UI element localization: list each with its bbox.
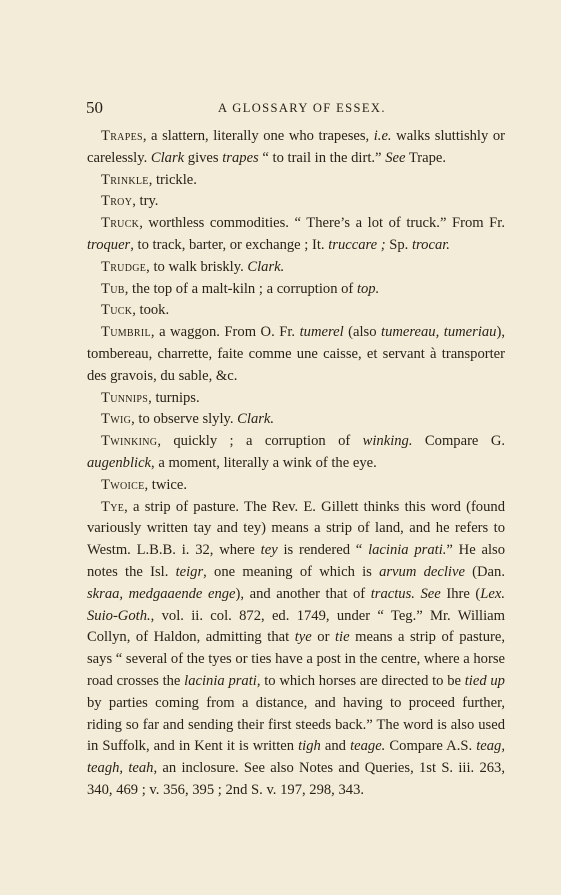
entry-text: , a slattern, literally one who trapeses, <box>142 128 374 144</box>
entry-headword: Tumbril <box>101 324 151 341</box>
entry-text: “ to trail in the dirt.” <box>258 149 386 166</box>
glossary-entry <box>87 322 505 387</box>
glossary-entry <box>87 431 505 475</box>
entry-headword: Tub <box>101 280 125 297</box>
entry-text: , a moment, literally a wink of the eye. <box>151 454 377 471</box>
entry-headword: Trapes <box>101 128 143 144</box>
glossary-entry <box>87 388 505 410</box>
glossary-entry <box>87 475 505 497</box>
italic-term: arvum declive <box>379 563 465 580</box>
entry-headword: Tunnips <box>101 389 149 406</box>
italic-term: See <box>385 149 406 166</box>
entry-text: is rendered “ <box>277 542 369 559</box>
entry-headword: Twoice <box>101 476 145 493</box>
entry-headword: Tuck <box>101 302 133 319</box>
entry-text: or <box>311 629 335 646</box>
entry-text: (Dan. <box>464 563 505 580</box>
italic-term: Lex. Suio-Goth. <box>87 585 505 624</box>
italic-term: See <box>420 585 441 602</box>
italic-term: tied up <box>464 672 505 689</box>
glossary-entry <box>87 191 505 213</box>
entry-text: and <box>320 738 351 755</box>
italic-term: teigr <box>175 563 204 580</box>
italic-term: tye <box>294 629 312 646</box>
entry-text: , to observe slyly. <box>131 411 238 428</box>
entry-text: means a strip of pasture, says “ several of the tyes or ties have a post in the centre, where a horse road crosses the <box>87 629 505 689</box>
running-title: A GLOSSARY OF ESSEX. <box>218 101 386 115</box>
entry-text: Compare A.S. <box>385 738 477 755</box>
entry-text: Sp. <box>385 236 412 253</box>
glossary-entry <box>87 409 505 431</box>
entry-text: , trickle. <box>148 171 197 188</box>
entry-text: , turnips. <box>148 389 200 406</box>
entry-text: , try. <box>132 193 159 210</box>
entry-text: , one meaning of which is <box>203 563 380 580</box>
italic-term: tie <box>335 629 350 646</box>
glossary-entry <box>87 279 505 301</box>
entry-text: gives <box>184 149 223 166</box>
italic-term: teage. <box>350 738 386 755</box>
glossary-entry <box>87 126 505 170</box>
glossary-entries <box>87 126 505 802</box>
entry-text: , vol. ii. col. 872, ed. 1749, under “ Teg.” Mr. William Collyn, of Haldon, admitting that <box>87 607 505 646</box>
entry-text: , to track, barter, or exchange ; It. <box>130 236 329 253</box>
entry-text: by parties coming from a distance, and having to proceed further, riding so far and sending their first steeds back.” The word is also used in Suffolk, and in Kent it is written <box>87 694 505 755</box>
entry-text: ), and another that of <box>235 585 371 602</box>
entry-text: ), tombereau, charrette, faite comme une caisse, et servant à transporter des gravois, du sable, &c. <box>87 324 505 384</box>
italic-term: tumereau, tumeriau <box>381 324 497 341</box>
italic-term: Clark. <box>237 411 275 428</box>
entry-text: , an inclosure. See also Notes and Queries, 1st S. iii. 263, 340, 469 ; v. 356, 395 ; 2nd S. v. 197, 298, 343. <box>87 760 505 798</box>
entry-text: Compare G. <box>412 433 506 450</box>
entry-text: Ihre ( <box>440 585 481 602</box>
entry-headword: Tye <box>101 498 125 515</box>
entry-headword: Troy <box>101 193 133 210</box>
italic-term: teag, teagh, teah <box>87 738 505 777</box>
entry-headword: Trudge <box>101 258 147 275</box>
italic-term: tractus. <box>370 585 415 602</box>
entry-text: , took. <box>132 302 170 319</box>
entry-headword: Twinking <box>101 433 158 450</box>
italic-term: trocar. <box>411 236 450 253</box>
entry-headword: Trinkle <box>101 171 149 188</box>
italic-term: winking. <box>362 433 413 450</box>
italic-term: i.e. <box>373 128 392 144</box>
italic-term: skraa, medgaaende enge <box>87 585 236 602</box>
entry-text: (also <box>343 324 382 341</box>
entry-text: , a strip of pasture. The Rev. E. Gillett thinks this word (found variously written tay and tey) means a strip of land, and he refers to Westm. L.B.B. i. 32, where <box>87 498 505 559</box>
entry-text: ” He also notes the Isl. <box>87 542 505 580</box>
italic-term: tumerel <box>299 324 344 341</box>
entry-text: , quickly ; a corruption of <box>157 433 363 450</box>
entry-text: , to walk briskly. <box>146 258 248 275</box>
entry-headword: Truck <box>101 215 140 232</box>
glossary-entry <box>87 257 505 279</box>
entry-text: , the top of a malt-kiln ; a corruption of <box>124 280 357 297</box>
entry-text: walks sluttishly or carelessly. <box>87 128 506 166</box>
entry-text: , worthless commodities. “ There’s a lot of truck.” From Fr. <box>139 215 505 232</box>
italic-term: troquer <box>87 236 131 253</box>
italic-term: tey <box>260 542 278 559</box>
italic-term: tigh <box>298 738 321 755</box>
italic-term: Clark. <box>247 258 285 275</box>
italic-term: trapes <box>222 149 259 166</box>
glossary-entry <box>87 300 505 322</box>
glossary-entry <box>87 170 505 192</box>
italic-term: Clark <box>150 149 185 166</box>
entry-headword: Twig <box>101 411 132 428</box>
italic-term: augenblick <box>87 454 152 471</box>
entry-text: Trape. <box>405 149 446 166</box>
glossary-entry <box>87 213 505 257</box>
italic-term: top. <box>356 280 380 297</box>
page-number: 50 <box>86 98 103 117</box>
entry-text: , twice. <box>144 476 188 493</box>
entry-text: , a waggon. From O. Fr. <box>150 324 300 341</box>
running-head <box>86 98 496 120</box>
entry-text: , to which horses are directed to be <box>256 672 465 689</box>
italic-term: lacinia prati. <box>368 542 447 559</box>
glossary-entry <box>87 497 505 802</box>
italic-term: lacinia prati <box>184 672 257 689</box>
italic-term: truccare ; <box>328 236 386 253</box>
